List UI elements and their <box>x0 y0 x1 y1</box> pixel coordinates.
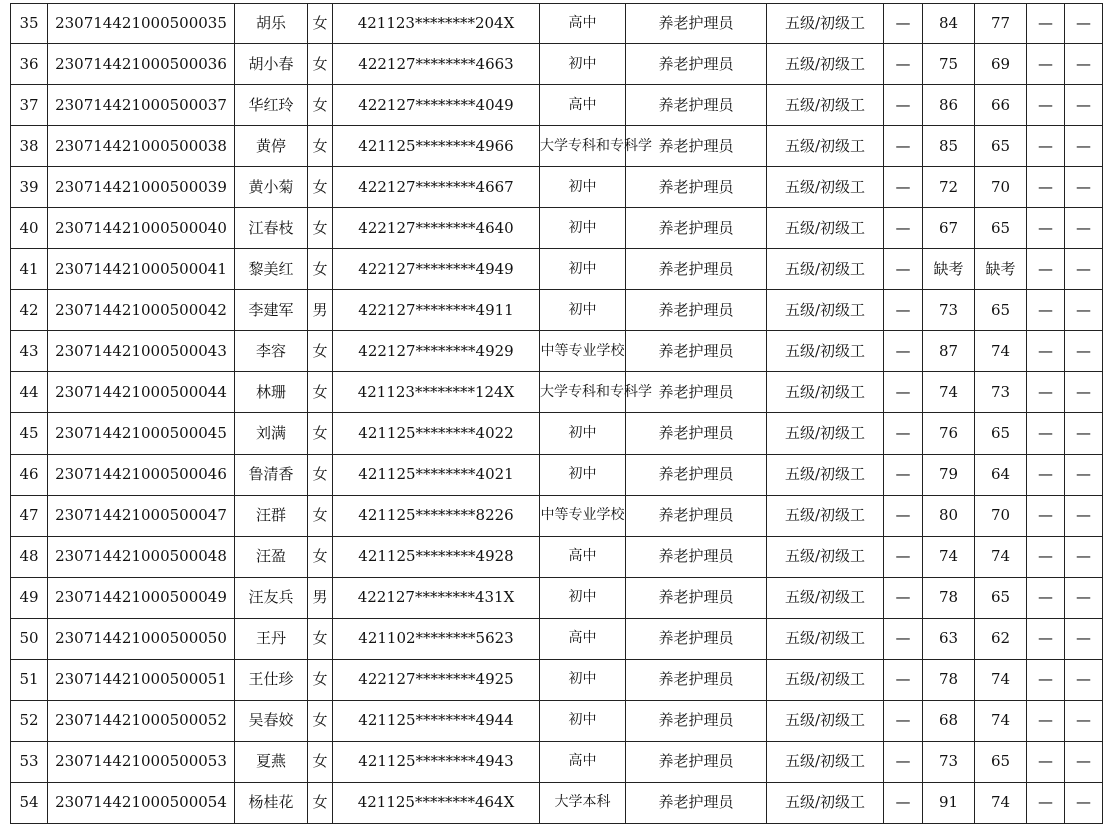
dash-cell: — <box>884 249 923 290</box>
dash-cell: — <box>1065 372 1103 413</box>
education-cell: 大学专科和专科学 <box>540 126 626 167</box>
dash-cell: — <box>1027 85 1065 126</box>
dash-cell: — <box>884 495 923 536</box>
score-cell: 67 <box>923 208 975 249</box>
row-number-cell: 52 <box>11 700 48 741</box>
exam-results-table <box>10 3 1103 824</box>
row-number-cell: 42 <box>11 290 48 331</box>
education-cell: 高中 <box>540 741 626 782</box>
candidate-name-cell: 汪友兵 <box>235 577 308 618</box>
id-card-cell: 421102********5623 <box>333 618 540 659</box>
dash-cell: — <box>884 618 923 659</box>
score-cell: 缺考 <box>975 249 1027 290</box>
id-card-cell: 421125********4022 <box>333 413 540 454</box>
dash-cell: — <box>884 290 923 331</box>
level-cell: 五级/初级工 <box>767 208 884 249</box>
dash-cell: — <box>1027 454 1065 495</box>
id-card-cell: 421125********4943 <box>333 741 540 782</box>
level-cell: 五级/初级工 <box>767 700 884 741</box>
gender-cell: 女 <box>308 208 333 249</box>
candidate-name-cell: 林珊 <box>235 372 308 413</box>
dash-cell: — <box>1027 577 1065 618</box>
table-row <box>11 782 1103 823</box>
candidate-name-cell: 鲁清香 <box>235 454 308 495</box>
id-card-cell: 421125********4966 <box>333 126 540 167</box>
level-cell: 五级/初级工 <box>767 372 884 413</box>
score-cell: 缺考 <box>923 249 975 290</box>
table-row <box>11 618 1103 659</box>
row-number-cell: 49 <box>11 577 48 618</box>
id-card-cell: 422127********4049 <box>333 85 540 126</box>
occupation-cell: 养老护理员 <box>626 700 767 741</box>
id-card-cell: 421125********4021 <box>333 454 540 495</box>
dash-cell: — <box>1065 290 1103 331</box>
score-cell: 77 <box>975 4 1027 44</box>
dash-cell: — <box>884 372 923 413</box>
occupation-cell: 养老护理员 <box>626 44 767 85</box>
level-cell: 五级/初级工 <box>767 618 884 659</box>
level-cell: 五级/初级工 <box>767 413 884 454</box>
level-cell: 五级/初级工 <box>767 454 884 495</box>
score-cell: 91 <box>923 782 975 823</box>
score-cell: 74 <box>975 331 1027 372</box>
table-row <box>11 454 1103 495</box>
score-cell: 74 <box>923 372 975 413</box>
row-number-cell: 44 <box>11 372 48 413</box>
gender-cell: 女 <box>308 331 333 372</box>
dash-cell: — <box>884 741 923 782</box>
score-cell: 74 <box>975 536 1027 577</box>
row-number-cell: 43 <box>11 331 48 372</box>
id-card-cell: 422127********4667 <box>333 167 540 208</box>
exam-id-cell: 230714421000500039 <box>48 167 235 208</box>
dash-cell: — <box>1065 741 1103 782</box>
gender-cell: 女 <box>308 700 333 741</box>
exam-id-cell: 230714421000500047 <box>48 495 235 536</box>
gender-cell: 女 <box>308 618 333 659</box>
dash-cell: — <box>1027 700 1065 741</box>
level-cell: 五级/初级工 <box>767 659 884 700</box>
score-cell: 74 <box>975 700 1027 741</box>
row-number-cell: 45 <box>11 413 48 454</box>
dash-cell: — <box>884 4 923 44</box>
candidate-name-cell: 汪盈 <box>235 536 308 577</box>
level-cell: 五级/初级工 <box>767 44 884 85</box>
exam-id-cell: 230714421000500040 <box>48 208 235 249</box>
row-number-cell: 46 <box>11 454 48 495</box>
table-row <box>11 495 1103 536</box>
occupation-cell: 养老护理员 <box>626 782 767 823</box>
dash-cell: — <box>1065 577 1103 618</box>
education-cell: 高中 <box>540 536 626 577</box>
exam-id-cell: 230714421000500052 <box>48 700 235 741</box>
id-card-cell: 422127********431X <box>333 577 540 618</box>
gender-cell: 女 <box>308 454 333 495</box>
score-cell: 74 <box>975 782 1027 823</box>
dash-cell: — <box>884 208 923 249</box>
id-card-cell: 421125********464X <box>333 782 540 823</box>
row-number-cell: 41 <box>11 249 48 290</box>
id-card-cell: 422127********4925 <box>333 659 540 700</box>
dash-cell: — <box>1065 413 1103 454</box>
gender-cell: 女 <box>308 167 333 208</box>
education-cell: 初中 <box>540 249 626 290</box>
table-row <box>11 659 1103 700</box>
id-card-cell: 421123********124X <box>333 372 540 413</box>
score-cell: 84 <box>923 4 975 44</box>
exam-id-cell: 230714421000500046 <box>48 454 235 495</box>
candidate-name-cell: 杨桂花 <box>235 782 308 823</box>
candidate-name-cell: 黄小菊 <box>235 167 308 208</box>
gender-cell: 女 <box>308 44 333 85</box>
candidate-name-cell: 刘满 <box>235 413 308 454</box>
occupation-cell: 养老护理员 <box>626 495 767 536</box>
occupation-cell: 养老护理员 <box>626 249 767 290</box>
row-number-cell: 48 <box>11 536 48 577</box>
score-cell: 65 <box>975 741 1027 782</box>
score-cell: 62 <box>975 618 1027 659</box>
occupation-cell: 养老护理员 <box>626 208 767 249</box>
candidate-name-cell: 胡小春 <box>235 44 308 85</box>
dash-cell: — <box>884 167 923 208</box>
id-card-cell: 421125********4944 <box>333 700 540 741</box>
score-cell: 85 <box>923 126 975 167</box>
level-cell: 五级/初级工 <box>767 782 884 823</box>
table-row <box>11 126 1103 167</box>
dash-cell: — <box>1027 331 1065 372</box>
dash-cell: — <box>1065 4 1103 44</box>
dash-cell: — <box>884 85 923 126</box>
level-cell: 五级/初级工 <box>767 249 884 290</box>
dash-cell: — <box>1065 782 1103 823</box>
level-cell: 五级/初级工 <box>767 4 884 44</box>
row-number-cell: 53 <box>11 741 48 782</box>
level-cell: 五级/初级工 <box>767 290 884 331</box>
candidate-name-cell: 吴春姣 <box>235 700 308 741</box>
dash-cell: — <box>1027 536 1065 577</box>
score-cell: 69 <box>975 44 1027 85</box>
dash-cell: — <box>1065 126 1103 167</box>
table-row <box>11 44 1103 85</box>
occupation-cell: 养老护理员 <box>626 167 767 208</box>
score-cell: 74 <box>975 659 1027 700</box>
dash-cell: — <box>1027 249 1065 290</box>
score-cell: 87 <box>923 331 975 372</box>
row-number-cell: 38 <box>11 126 48 167</box>
candidate-name-cell: 夏燕 <box>235 741 308 782</box>
education-cell: 高中 <box>540 618 626 659</box>
level-cell: 五级/初级工 <box>767 741 884 782</box>
candidate-name-cell: 江春枝 <box>235 208 308 249</box>
score-cell: 74 <box>923 536 975 577</box>
score-cell: 80 <box>923 495 975 536</box>
candidate-name-cell: 李建军 <box>235 290 308 331</box>
score-cell: 70 <box>975 495 1027 536</box>
row-number-cell: 40 <box>11 208 48 249</box>
dash-cell: — <box>884 413 923 454</box>
education-cell: 大学本科 <box>540 782 626 823</box>
education-cell: 高中 <box>540 85 626 126</box>
exam-id-cell: 230714421000500053 <box>48 741 235 782</box>
table-row <box>11 331 1103 372</box>
row-number-cell: 50 <box>11 618 48 659</box>
exam-id-cell: 230714421000500044 <box>48 372 235 413</box>
occupation-cell: 养老护理员 <box>626 4 767 44</box>
gender-cell: 女 <box>308 85 333 126</box>
table-row <box>11 167 1103 208</box>
gender-cell: 女 <box>308 659 333 700</box>
score-cell: 63 <box>923 618 975 659</box>
occupation-cell: 养老护理员 <box>626 741 767 782</box>
dash-cell: — <box>1065 454 1103 495</box>
dash-cell: — <box>1065 85 1103 126</box>
dash-cell: — <box>1027 4 1065 44</box>
dash-cell: — <box>1065 249 1103 290</box>
dash-cell: — <box>1027 372 1065 413</box>
dash-cell: — <box>1027 44 1065 85</box>
table-row <box>11 85 1103 126</box>
score-cell: 78 <box>923 577 975 618</box>
score-cell: 64 <box>975 454 1027 495</box>
candidate-name-cell: 黎美红 <box>235 249 308 290</box>
education-cell: 高中 <box>540 4 626 44</box>
row-number-cell: 51 <box>11 659 48 700</box>
occupation-cell: 养老护理员 <box>626 659 767 700</box>
score-cell: 65 <box>975 126 1027 167</box>
occupation-cell: 养老护理员 <box>626 618 767 659</box>
exam-id-cell: 230714421000500036 <box>48 44 235 85</box>
dash-cell: — <box>1065 331 1103 372</box>
education-cell: 中等专业学校 <box>540 495 626 536</box>
score-cell: 66 <box>975 85 1027 126</box>
level-cell: 五级/初级工 <box>767 331 884 372</box>
exam-id-cell: 230714421000500048 <box>48 536 235 577</box>
dash-cell: — <box>1027 413 1065 454</box>
row-number-cell: 54 <box>11 782 48 823</box>
score-cell: 68 <box>923 700 975 741</box>
score-cell: 65 <box>975 577 1027 618</box>
id-card-cell: 422127********4929 <box>333 331 540 372</box>
dash-cell: — <box>884 577 923 618</box>
level-cell: 五级/初级工 <box>767 536 884 577</box>
id-card-cell: 421125********4928 <box>333 536 540 577</box>
occupation-cell: 养老护理员 <box>626 85 767 126</box>
row-number-cell: 39 <box>11 167 48 208</box>
exam-id-cell: 230714421000500037 <box>48 85 235 126</box>
table-row <box>11 372 1103 413</box>
candidate-name-cell: 王仕珍 <box>235 659 308 700</box>
row-number-cell: 47 <box>11 495 48 536</box>
gender-cell: 女 <box>308 4 333 44</box>
dash-cell: — <box>1065 659 1103 700</box>
gender-cell: 女 <box>308 495 333 536</box>
table-row <box>11 413 1103 454</box>
exam-id-cell: 230714421000500035 <box>48 4 235 44</box>
id-card-cell: 422127********4663 <box>333 44 540 85</box>
table-row <box>11 249 1103 290</box>
education-cell: 中等专业学校 <box>540 331 626 372</box>
dash-cell: — <box>1065 618 1103 659</box>
dash-cell: — <box>884 126 923 167</box>
dash-cell: — <box>884 700 923 741</box>
table-row <box>11 208 1103 249</box>
level-cell: 五级/初级工 <box>767 167 884 208</box>
exam-id-cell: 230714421000500041 <box>48 249 235 290</box>
candidate-name-cell: 王丹 <box>235 618 308 659</box>
row-number-cell: 35 <box>11 4 48 44</box>
education-cell: 初中 <box>540 167 626 208</box>
candidate-name-cell: 汪群 <box>235 495 308 536</box>
id-card-cell: 422127********4640 <box>333 208 540 249</box>
gender-cell: 女 <box>308 413 333 454</box>
exam-id-cell: 230714421000500038 <box>48 126 235 167</box>
score-cell: 73 <box>975 372 1027 413</box>
gender-cell: 女 <box>308 126 333 167</box>
exam-id-cell: 230714421000500042 <box>48 290 235 331</box>
id-card-cell: 421123********204X <box>333 4 540 44</box>
score-cell: 79 <box>923 454 975 495</box>
score-cell: 76 <box>923 413 975 454</box>
dash-cell: — <box>884 331 923 372</box>
dash-cell: — <box>1027 126 1065 167</box>
dash-cell: — <box>1065 208 1103 249</box>
education-cell: 初中 <box>540 700 626 741</box>
occupation-cell: 养老护理员 <box>626 536 767 577</box>
table-row <box>11 290 1103 331</box>
gender-cell: 女 <box>308 536 333 577</box>
level-cell: 五级/初级工 <box>767 126 884 167</box>
gender-cell: 女 <box>308 372 333 413</box>
table-row <box>11 536 1103 577</box>
score-cell: 75 <box>923 44 975 85</box>
gender-cell: 女 <box>308 249 333 290</box>
dash-cell: — <box>1065 495 1103 536</box>
exam-id-cell: 230714421000500049 <box>48 577 235 618</box>
gender-cell: 女 <box>308 782 333 823</box>
dash-cell: — <box>884 536 923 577</box>
score-cell: 65 <box>975 208 1027 249</box>
dash-cell: — <box>1027 618 1065 659</box>
score-cell: 72 <box>923 167 975 208</box>
dash-cell: — <box>884 659 923 700</box>
candidate-name-cell: 李容 <box>235 331 308 372</box>
row-number-cell: 37 <box>11 85 48 126</box>
education-cell: 初中 <box>540 44 626 85</box>
occupation-cell: 养老护理员 <box>626 126 767 167</box>
education-cell: 大学专科和专科学 <box>540 372 626 413</box>
row-number-cell: 36 <box>11 44 48 85</box>
dash-cell: — <box>1027 290 1065 331</box>
score-cell: 78 <box>923 659 975 700</box>
candidate-name-cell: 黄停 <box>235 126 308 167</box>
occupation-cell: 养老护理员 <box>626 454 767 495</box>
dash-cell: — <box>1027 741 1065 782</box>
level-cell: 五级/初级工 <box>767 85 884 126</box>
table-row <box>11 4 1103 44</box>
dash-cell: — <box>1027 782 1065 823</box>
score-cell: 73 <box>923 741 975 782</box>
score-cell: 65 <box>975 290 1027 331</box>
dash-cell: — <box>1065 167 1103 208</box>
education-cell: 初中 <box>540 208 626 249</box>
score-cell: 73 <box>923 290 975 331</box>
dash-cell: — <box>1027 208 1065 249</box>
education-cell: 初中 <box>540 454 626 495</box>
education-cell: 初中 <box>540 577 626 618</box>
level-cell: 五级/初级工 <box>767 495 884 536</box>
table-row <box>11 577 1103 618</box>
occupation-cell: 养老护理员 <box>626 372 767 413</box>
dash-cell: — <box>884 454 923 495</box>
exam-id-cell: 230714421000500045 <box>48 413 235 454</box>
table-body <box>11 4 1103 824</box>
score-cell: 65 <box>975 413 1027 454</box>
level-cell: 五级/初级工 <box>767 577 884 618</box>
exam-id-cell: 230714421000500050 <box>48 618 235 659</box>
dash-cell: — <box>884 44 923 85</box>
gender-cell: 男 <box>308 577 333 618</box>
dash-cell: — <box>1065 44 1103 85</box>
occupation-cell: 养老护理员 <box>626 577 767 618</box>
occupation-cell: 养老护理员 <box>626 331 767 372</box>
exam-id-cell: 230714421000500051 <box>48 659 235 700</box>
score-cell: 86 <box>923 85 975 126</box>
gender-cell: 女 <box>308 741 333 782</box>
occupation-cell: 养老护理员 <box>626 290 767 331</box>
education-cell: 初中 <box>540 290 626 331</box>
candidate-name-cell: 华红玲 <box>235 85 308 126</box>
occupation-cell: 养老护理员 <box>626 413 767 454</box>
id-card-cell: 421125********8226 <box>333 495 540 536</box>
id-card-cell: 422127********4949 <box>333 249 540 290</box>
dash-cell: — <box>1065 536 1103 577</box>
dash-cell: — <box>1027 167 1065 208</box>
exam-id-cell: 230714421000500054 <box>48 782 235 823</box>
id-card-cell: 422127********4911 <box>333 290 540 331</box>
education-cell: 初中 <box>540 413 626 454</box>
table-row <box>11 741 1103 782</box>
score-cell: 70 <box>975 167 1027 208</box>
dash-cell: — <box>884 782 923 823</box>
dash-cell: — <box>1027 495 1065 536</box>
table-row <box>11 700 1103 741</box>
candidate-name-cell: 胡乐 <box>235 4 308 44</box>
dash-cell: — <box>1065 700 1103 741</box>
exam-id-cell: 230714421000500043 <box>48 331 235 372</box>
education-cell: 初中 <box>540 659 626 700</box>
dash-cell: — <box>1027 659 1065 700</box>
gender-cell: 男 <box>308 290 333 331</box>
